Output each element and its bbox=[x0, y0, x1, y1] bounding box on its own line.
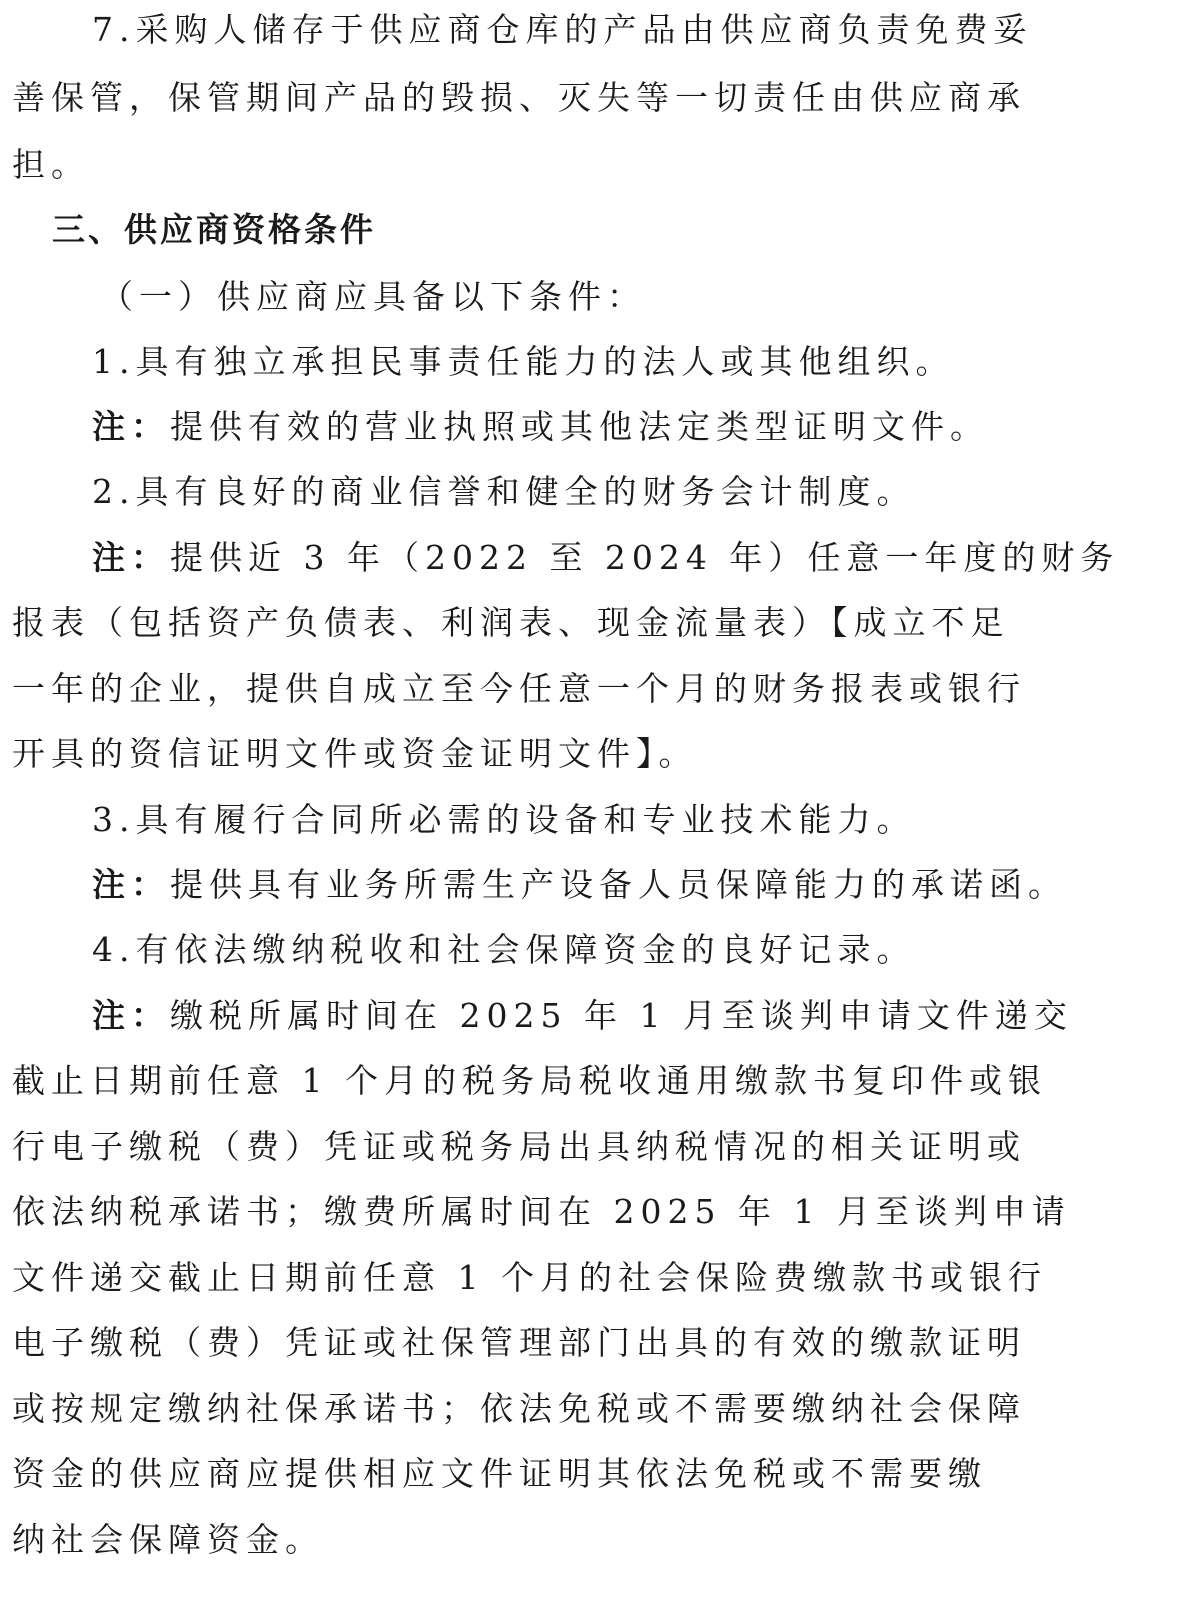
item-1-note bbox=[92, 405, 989, 449]
note-label: 注： bbox=[92, 407, 170, 446]
item-3-text: 3.具有履行合同所必需的设备和专业技术能力。 bbox=[92, 800, 916, 839]
item-2-note-line-3: 一年的企业，提供自成立至今任意一个月的财务报表或银行 bbox=[12, 669, 1026, 708]
item-1-text: 1.具有独立承担民事责任能力的法人或其他组织。 bbox=[92, 342, 955, 381]
item-4-text: 4.有依法缴纳税收和社会保障资金的良好记录。 bbox=[92, 930, 916, 969]
item-2-note-line-2: 报表（包括资产负债表、利润表、现金流量表）【成立不足 bbox=[12, 603, 1010, 642]
item-4-note-line-6: 电子缴税（费）凭证或社保管理部门出具的有效的缴款证明 bbox=[12, 1323, 1026, 1362]
item-4-note-line-1 bbox=[92, 994, 1073, 1038]
item-4-note-line-2: 截止日期前任意 1 个月的税务局税收通用缴款书复印件或银 bbox=[12, 1061, 1047, 1100]
item-1-note-text: 提供有效的营业执照或其他法定类型证明文件。 bbox=[170, 407, 989, 446]
paragraph-7-line-1: 7.采购人储存于供应商仓库的产品由供应商负责免费妥 bbox=[92, 10, 1033, 49]
subsection-1-heading: （一）供应商应具备以下条件： bbox=[100, 277, 646, 316]
item-3-note bbox=[92, 863, 1067, 907]
paragraph-7-line-2: 善保管，保管期间产品的毁损、灭失等一切责任由供应商承 bbox=[12, 78, 1026, 117]
note-label: 注： bbox=[92, 996, 170, 1035]
item-4-note-line-3: 行电子缴税（费）凭证或税务局出具纳税情况的相关证明或 bbox=[12, 1127, 1026, 1166]
item-4-note-line-1-text: 缴税所属时间在 2025 年 1 月至谈判申请文件递交 bbox=[170, 996, 1073, 1035]
item-4-note-line-8: 资金的供应商应提供相应文件证明其依法免税或不需要缴 bbox=[12, 1454, 987, 1493]
item-4-note-line-5: 文件递交截止日期前任意 1 个月的社会保险费缴款书或银行 bbox=[12, 1258, 1047, 1297]
item-2-note-line-1 bbox=[92, 536, 1119, 580]
item-2-note-line-4: 开具的资信证明文件或资金证明文件】。 bbox=[12, 734, 698, 773]
section-3-heading: 三、供应商资格条件 bbox=[52, 210, 376, 249]
item-2-note-line-1-text: 提供近 3 年（2022 至 2024 年）任意一年度的财务 bbox=[170, 538, 1120, 577]
paragraph-7-line-3: 担。 bbox=[12, 145, 90, 184]
note-label: 注： bbox=[92, 538, 170, 577]
item-4-note-line-4: 依法纳税承诺书；缴费所属时间在 2025 年 1 月至谈判申请 bbox=[12, 1192, 1071, 1231]
note-label: 注： bbox=[92, 865, 170, 904]
item-4-note-line-7: 或按规定缴纳社保承诺书；依法免税或不需要缴纳社会保障 bbox=[12, 1389, 1026, 1428]
item-2-text: 2.具有良好的商业信誉和健全的财务会计制度。 bbox=[92, 472, 916, 511]
item-3-note-text: 提供具有业务所需生产设备人员保障能力的承诺函。 bbox=[170, 865, 1067, 904]
item-4-note-line-9: 纳社会保障资金。 bbox=[12, 1520, 324, 1559]
